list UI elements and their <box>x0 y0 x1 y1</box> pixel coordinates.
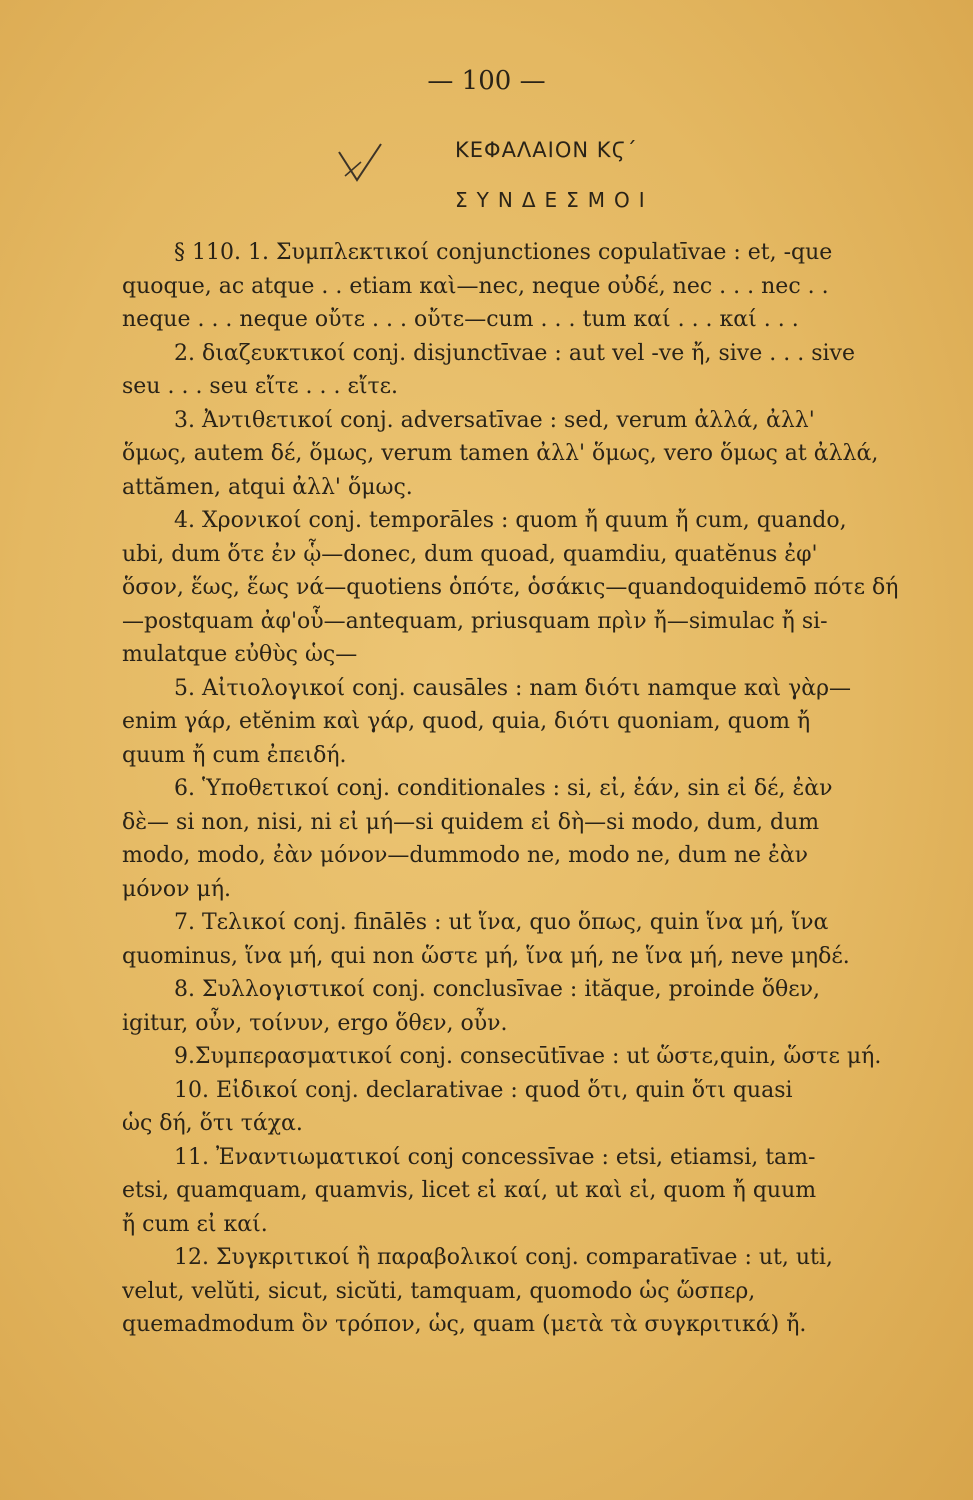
text-line: attămen, atqui ἀλλ' ὅμως. <box>122 474 413 500</box>
text-line: enim γάρ, etĕnim καὶ γάρ, quod, quia, διότι quoniam, quom ἤ <box>122 709 811 734</box>
text-line: mulatque εὐθὺς ὡς— <box>122 642 358 667</box>
text-line: quoque, ac atque . . etiam καὶ—nec, neque οὐδέ, nec . . . nec . . <box>122 273 829 299</box>
text-line: velut, velŭti, sicut, sicŭti, tamquam, quomodo ὡς ὥσπερ, <box>122 1278 756 1304</box>
text-line: 6. Ὑποθετικοί conj. conditionales : si, εἰ, ἐάν, sin εἰ δέ, ἐὰν <box>174 776 833 801</box>
text-line: 9.Συμπερασματικοί conj. consecūtīvae : ut ὥστε,quin, ὥστε μή. <box>174 1044 882 1069</box>
text-line: 5. Αἰτιολογικοί conj. causāles : nam διότι namque καὶ γὰρ— <box>174 675 852 701</box>
text-line: ὅμως, autem δέ, ὅμως, verum tamen ἀλλ' ὅμως, vero ὅμως at ἀλλά, <box>122 441 879 466</box>
text-line: quominus, ἵνα μή, qui non ὥστε μή, ἵνα μή, ne ἵνα μή, neve μηδέ. <box>122 943 850 969</box>
text-line: ubi, dum ὅτε ἐν ᾧ—donec, dum quoad, quamdiu, quatĕnus ἐφ' <box>122 541 818 567</box>
text-line: 4. Χρονικοί conj. temporāles : quom ἤ quum ἤ cum, quando, <box>174 508 847 533</box>
text-line: 12. Συγκριτικοί ἢ παραβολικοί conj. comparatīvae : ut, uti, <box>174 1245 833 1270</box>
text-line: § 110. 1. Συμπλεκτικοί conjunctiones copulatīvae : et, -que <box>174 240 833 265</box>
chapter-subtitle: ΣΥΝΔΕΣΜΟΙ <box>455 188 654 212</box>
text-line: quemadmodum ὃν τρόπον, ὡς, quam (μετὰ τὰ συγκριτικά) ἤ. <box>122 1312 807 1337</box>
text-line: μόνον μή. <box>122 876 232 902</box>
text-line: 2. διαζευκτικοί conj. disjunctīvae : aut vel -ve ἤ, sive . . . sive <box>174 340 855 366</box>
text-line: 7. Τελικοί conj. finālēs : ut ἵνα, quo ὅπως, quin ἵνα μή, ἵνα <box>174 910 829 935</box>
text-line: δὲ— si non, nisi, ni εἰ μή—si quidem εἰ δὴ—si modo, dum, dum <box>122 809 820 835</box>
text-line: modo, modo, ἐὰν μόνον—dummodo ne, modo ne, dum ne ἐὰν <box>122 843 809 868</box>
chapter-title: ΚΕΦΑΛΑΙΟΝ ΚϚ΄ <box>455 138 638 162</box>
text-line: etsi, quamquam, quamvis, licet εἰ καί, ut καὶ εἰ, quom ἤ quum <box>122 1178 817 1203</box>
text-line: ὅσον, ἕως, ἕως νά—quotiens ὁπότε, ὁσάκις—quandoquidemō πότε δή <box>122 575 899 600</box>
text-line: seu . . . seu εἴτε . . . εἴτε. <box>122 374 399 399</box>
text-line: ἤ cum εἰ καί. <box>122 1211 268 1237</box>
text-line: 10. Εἰδικοί conj. declarativae : quod ὅτι, quin ὅτι quasi <box>174 1077 793 1103</box>
text-line: quum ἤ cum ἐπειδή. <box>122 742 347 768</box>
text-line: —postquam ἀφ'οὗ—antequam, priusquam πρὶν ἤ—simulac ἤ si- <box>122 608 828 634</box>
text-line: 8. Συλλογιστικοί conj. conclusīvae : ităque, proinde ὅθεν, <box>174 977 820 1002</box>
text-line: 11. Ἐναντιωματικοί conj concessīvae : etsi, etiamsi, tam- <box>174 1144 816 1170</box>
text-line: neque . . . neque οὔτε . . . οὔτε—cum . . . tum καί . . . καί . . . <box>122 307 799 332</box>
text-line: igitur, οὖν, τοίνυν, ergo ὅθεν, οὖν. <box>122 1010 508 1036</box>
text-line: ὡς δή, ὅτι τάχα. <box>122 1111 303 1136</box>
page-number: — 100 — <box>427 66 546 96</box>
section-body <box>122 236 964 1342</box>
handwritten-check-mark-icon <box>335 140 385 190</box>
text-line: 3. Ἀντιθετικοί conj. adversatīvae : sed, verum ἀλλά, ἀλλ' <box>174 407 815 433</box>
